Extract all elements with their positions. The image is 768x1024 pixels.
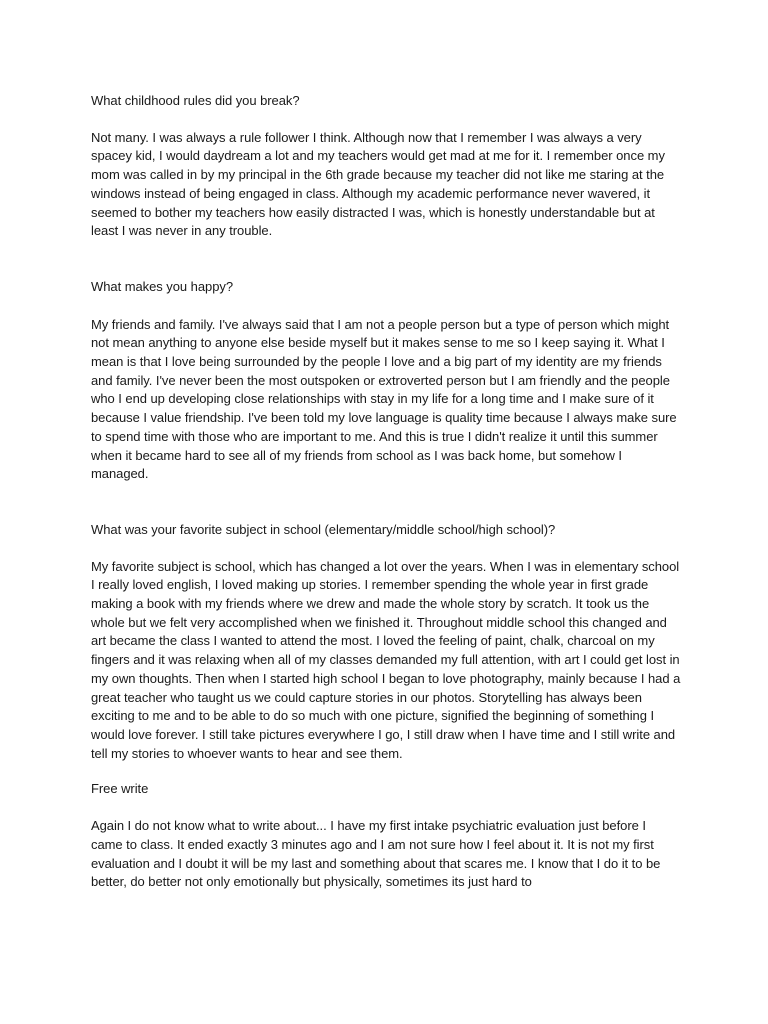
document-body: [91, 92, 681, 892]
heading-free-write: Free write: [91, 781, 149, 797]
free-write-text: Again I do not know what to write about... I have my first intake psychiatric evaluation just before I came to class. It ended exactly 3 minutes ago and I am not sure how I feel about it. It is not my first evaluation and I doubt it will be my last and something about that scares me. I know that I do it to be better, do better not only emotionally but physically, sometimes its just hard to: [91, 818, 661, 890]
answer-makes-you-happy: My friends and family. I've always said that I am not a people person but a type of person which might not mean anything to anyone else beside myself but it makes sense to me so I keep saying it. What I mean is that I love being surrounded by the people I love and a big part of my identity are my friends and family. I've never been the most outspoken or extroverted person but I am friendly and the people who I end up developing close relationships with stay in my life for a long time and I make sure of it because I value friendship. I've been told my love language is quality time because I always make sure to spend time with those who are important to me. And this is true I didn't realize it until this summer when it became hard to see all of my friends from school as I was back home, but somehow I managed.: [91, 316, 677, 482]
question-favorite-subject: What was your favorite subject in school (elementary/middle school/high school)?: [91, 521, 556, 537]
answer-favorite-subject: My favorite subject is school, which has changed a lot over the years. When I was in elementary school I really loved english, I loved making up stories. I remember spending the whole year in first grade making a book with my friends where we drew and made the whole story by scratch. It took us the whole but we felt very accomplished when we finished it. Throughout middle school this changed and art became the class I wanted to attend the most. I loved the feeling of paint, chalk, charcoal on my fingers and it was relaxing when all of my classes demanded my full attention, with art I could get lost in my own thoughts. Then when I started high school I began to love photography, mainly because I had a great teacher who taught us we could capture stories in our photos. Storytelling has always been exciting to me and to be able to do so much with one picture, signified the beginning of something I would love forever. I still take pictures everywhere I go, I still draw when I have time and I still write and tell my stories to whoever wants to hear and see them.: [91, 558, 681, 761]
question-makes-you-happy: What makes you happy?: [91, 278, 234, 294]
question-childhood-rules: What childhood rules did you break?: [91, 93, 300, 108]
answer-childhood-rules: Not many. I was always a rule follower I think. Although now that I remember I was always a very spacey kid, I would daydream a lot and my teachers would get mad at me for it. I remember once my mom was called in by my principal in the 6th grade because my teacher did not like me staring at the windows instead of being engaged in class. Although my academic performance never wavered, it seemed to bother my teachers how easily distracted I was, which is honestly understandable but at least I was never in any trouble.: [91, 129, 665, 239]
